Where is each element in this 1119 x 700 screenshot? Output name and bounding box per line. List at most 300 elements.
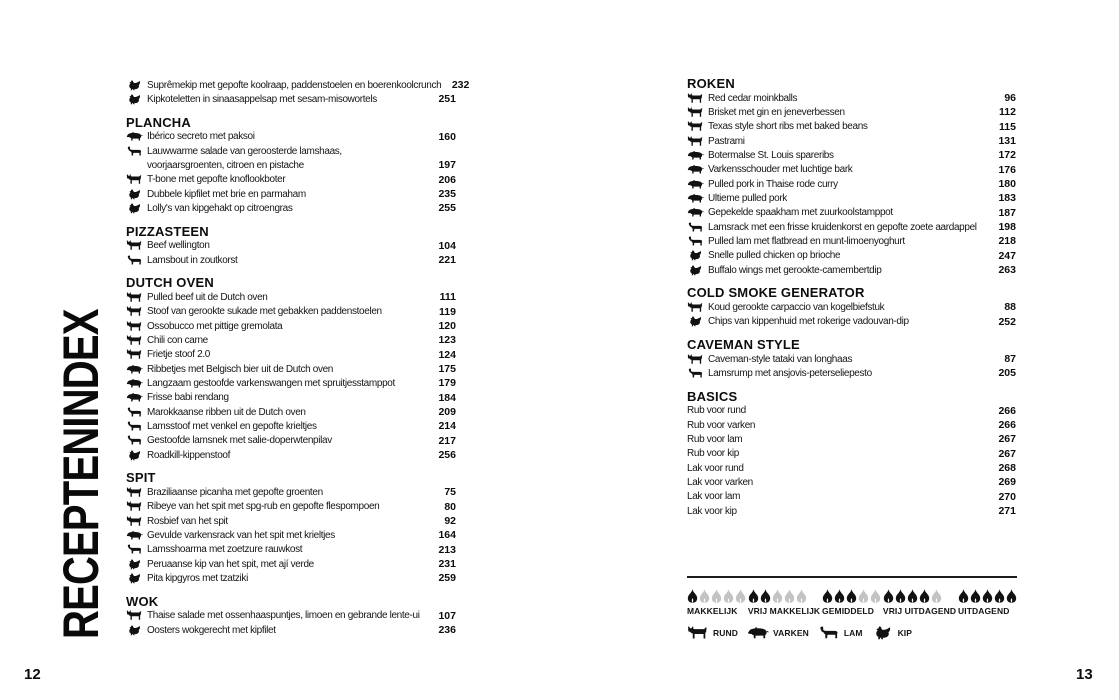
index-section (687, 76, 1016, 277)
section-header: WOK (126, 593, 159, 609)
recipe-title: Lamsrump met ansjovis-peterseliepesto (708, 367, 872, 379)
recipe-entry (126, 319, 456, 333)
kip-icon (687, 265, 704, 276)
recipe-page-number: 112 (999, 106, 1016, 119)
recipe-entry (126, 571, 456, 585)
rund-icon-cell (126, 516, 147, 527)
recipe-title: Lak voor rund (687, 462, 744, 474)
recipe-page-number: 217 (438, 434, 456, 447)
right-page-index-column (687, 76, 1016, 518)
kip-icon-cell (126, 559, 147, 570)
kip-icon (126, 189, 143, 200)
recipe-entry (126, 253, 456, 267)
recipe-page-number: 213 (438, 543, 456, 556)
lam-icon-cell (687, 222, 708, 233)
vertical-page-title (53, 298, 109, 639)
lam-icon-cell (126, 146, 147, 157)
lam-icon-cell (687, 368, 708, 379)
flame-scale (958, 589, 1017, 603)
difficulty-legend (687, 589, 1017, 616)
rund-icon (126, 306, 143, 317)
varken-icon (747, 626, 769, 640)
difficulty-level (822, 589, 881, 616)
recipe-page-number: 179 (438, 377, 456, 390)
recipe-title: Chili con carne (147, 334, 208, 346)
recipe-title: Lauwwarme salade van geroosterde lamshaas, (147, 145, 342, 157)
recipe-title: Frisse babi rendang (147, 392, 229, 404)
rund-icon (687, 121, 704, 132)
lam-icon (687, 236, 704, 247)
recipe-title: Langzaam gestoofde varkenswangen met spruitjesstamppot (147, 377, 395, 389)
page-number-right: 13 (1076, 666, 1093, 683)
varken-icon-cell (126, 131, 147, 142)
difficulty-label: UITDAGEND (958, 606, 1010, 616)
section-header: CAVEMAN STYLE (687, 336, 800, 352)
recipe-page-number: 218 (998, 235, 1016, 248)
difficulty-level (883, 589, 956, 616)
rund-icon (126, 174, 143, 185)
flame-scale (687, 589, 746, 603)
recipe-page-number: 104 (438, 239, 456, 252)
recipe-page-number: 187 (998, 206, 1016, 219)
flame-icon (1006, 589, 1017, 603)
rund-icon-cell (687, 136, 708, 147)
recipe-page-number: 231 (438, 558, 456, 571)
rund-icon-cell (126, 292, 147, 303)
rund-icon (687, 93, 704, 104)
varken-icon (126, 530, 143, 541)
recipe-title: Rub voor lam (687, 433, 743, 445)
animal-label: LAM (843, 628, 863, 638)
kip-icon-cell (126, 94, 147, 105)
index-section (126, 78, 470, 107)
recipe-page-number: 180 (998, 178, 1016, 191)
recipe-page-number: 115 (999, 120, 1016, 133)
recipe-page-number: 96 (1004, 92, 1016, 105)
recipe-page-number: 120 (438, 320, 456, 333)
recipe-page-number: 119 (439, 305, 456, 318)
section-header: BASICS (687, 388, 738, 404)
flame-icon (735, 589, 746, 603)
recipe-page-number: 107 (438, 609, 456, 622)
recipe-title: Ultieme pulled pork (708, 192, 787, 204)
recipe-title: Lolly's van kipgehakt op citroengras (147, 202, 293, 214)
section-header: COLD SMOKE GENERATOR (687, 285, 865, 301)
recipe-entry (687, 177, 1016, 191)
index-section (687, 389, 1016, 519)
recipe-entry (126, 543, 456, 557)
difficulty-label: MAKKELIJK (687, 606, 738, 616)
recipe-page-number: 75 (444, 486, 456, 499)
rund-icon-cell (126, 174, 147, 185)
rund-icon (687, 626, 709, 640)
varken-icon-cell (687, 207, 708, 218)
recipe-title: Texas style short ribs met baked beans (708, 121, 868, 133)
recipe-page-number: 183 (998, 192, 1016, 205)
recipe-title: Frietje stoof 2.0 (147, 349, 210, 361)
recipe-entry (126, 391, 456, 405)
kip-icon-cell (126, 203, 147, 214)
rund-icon-cell (126, 306, 147, 317)
varken-icon (126, 378, 143, 389)
recipe-title: Koud gerookte carpaccio van kogelbiefstuk (708, 301, 885, 313)
recipe-page-number: 111 (439, 291, 456, 304)
recipe-page-number: 172 (998, 149, 1016, 162)
kip-icon (126, 573, 143, 584)
rund-icon-cell (687, 302, 708, 313)
recipe-title: Gepekelde spaakham met zuurkoolstamppot (708, 207, 893, 219)
recipe-page-number: 256 (438, 449, 456, 462)
index-section (126, 224, 456, 268)
recipe-page-number: 123 (438, 334, 456, 347)
kip-icon-cell (687, 316, 708, 327)
recipe-entry (687, 263, 1016, 277)
varken-icon (126, 131, 143, 142)
recipe-title: Rosbief van het spit (147, 515, 228, 527)
recipe-entry (126, 434, 456, 448)
section-header: DUTCH OVEN (126, 275, 214, 291)
difficulty-level (748, 589, 820, 616)
rund-icon-cell (126, 501, 147, 512)
recipe-page-number: 221 (438, 254, 456, 267)
rund-icon-cell (687, 354, 708, 365)
varken-icon (687, 179, 704, 190)
recipe-page-number: 214 (438, 420, 456, 433)
lam-icon (818, 626, 840, 640)
recipe-page-number: 267 (998, 433, 1016, 446)
kip-icon (687, 316, 704, 327)
recipe-entry (126, 333, 456, 347)
varken-icon (687, 207, 704, 218)
recipe-title: Roadkill-kippenstoof (147, 449, 231, 461)
difficulty-label: VRIJ UITDAGEND (882, 606, 957, 616)
recipe-title: voorjaarsgroenten, citroen en pistache (147, 159, 304, 171)
lam-icon-cell (126, 421, 147, 432)
varken-icon-cell (687, 164, 708, 175)
recipe-entry (126, 130, 456, 144)
recipe-page-number: 236 (438, 624, 456, 636)
varken-icon (687, 164, 704, 175)
flame-icon (784, 589, 795, 603)
recipe-title: Lamsrack met een frisse kruidenkorst en gepofte zoete aardappel (708, 221, 977, 233)
recipe-title: Lak voor lam (687, 491, 741, 503)
recipe-entry (687, 148, 1016, 162)
recipe-title: Red cedar moinkballs (708, 92, 798, 104)
recipe-entry (126, 239, 456, 253)
flame-icon (919, 589, 930, 603)
rund-icon-cell (126, 321, 147, 332)
kip-icon-cell (126, 573, 147, 584)
lam-icon-cell (126, 544, 147, 555)
recipe-page-number: 251 (438, 93, 456, 106)
rund-icon-cell (687, 121, 708, 132)
varken-icon-cell (126, 392, 147, 403)
kip-icon (126, 80, 143, 91)
recipe-entry (687, 234, 1016, 248)
recipe-page-number: 164 (438, 529, 456, 542)
recipe-title: Buffalo wings met gerookte-camembertdip (708, 264, 882, 276)
rund-icon (126, 321, 143, 332)
flame-icon (958, 589, 969, 603)
rund-icon (687, 302, 704, 313)
lam-icon (126, 544, 143, 555)
recipe-entry (687, 134, 1016, 148)
rund-icon (126, 487, 143, 498)
kip-icon (126, 203, 143, 214)
lam-icon (126, 435, 143, 446)
legend-divider (687, 576, 1017, 578)
flame-icon (834, 589, 845, 603)
recipe-page-number: 175 (438, 363, 456, 376)
varken-icon-cell (687, 179, 708, 190)
index-section (687, 285, 1016, 329)
recipe-entry (687, 220, 1016, 234)
recipe-entry (687, 366, 1016, 380)
recipe-page-number: 255 (438, 202, 456, 215)
flame-icon (982, 589, 993, 603)
recipe-entry (687, 120, 1016, 134)
recipe-title: Gevulde varkensrack van het spit met krieltjes (147, 529, 335, 541)
kip-icon-cell (126, 450, 147, 461)
kip-icon-cell (687, 250, 708, 261)
recipe-entry-continued (126, 158, 456, 172)
recipe-page-number: 205 (998, 367, 1016, 380)
recipe-entry (687, 300, 1016, 314)
flame-scale (748, 589, 820, 603)
recipe-entry (126, 348, 456, 362)
recipe-title: Pita kipgyros met tzatziki (147, 572, 248, 584)
recipe-entry (126, 485, 456, 499)
recipe-title: Rub voor kip (687, 448, 739, 460)
flame-icon (711, 589, 722, 603)
recipe-title: Dubbele kipfilet met brie en parmaham (147, 188, 306, 200)
lam-icon-cell (126, 435, 147, 446)
rund-icon-cell (126, 487, 147, 498)
recipe-title: Lamsshoarma met zoetzure rauwkost (147, 544, 303, 556)
recipe-page-number: 197 (438, 159, 456, 172)
recipe-entry (126, 376, 456, 390)
recipe-page-number: 263 (998, 264, 1016, 277)
recipe-page-number: 124 (438, 348, 456, 361)
index-section (126, 115, 456, 216)
recipe-title: Snelle pulled chicken op brioche (708, 250, 841, 262)
kip-icon-cell (126, 80, 147, 91)
rund-icon (126, 516, 143, 527)
recipe-entry (126, 201, 456, 215)
recipe-entry (687, 432, 1016, 446)
rund-icon (687, 354, 704, 365)
recipe-entry (687, 504, 1016, 518)
rund-icon (126, 610, 143, 621)
recipe-entry (126, 187, 456, 201)
lam-icon (126, 407, 143, 418)
kip-icon (126, 559, 143, 570)
recipe-entry (126, 290, 456, 304)
recipe-entry (687, 105, 1016, 119)
recipe-title: Rub voor varken (687, 419, 756, 431)
recipe-title: Kipkoteletten in sinaasappelsap met sesam-misowortels (147, 93, 377, 105)
lam-icon (126, 255, 143, 266)
flame-icon (687, 589, 698, 603)
recipe-page-number: 88 (1004, 301, 1016, 314)
recipe-title: Oosters wokgerecht met kipfilet (147, 624, 276, 636)
kip-icon (126, 625, 143, 636)
recipe-entry (687, 191, 1016, 205)
animal-legend (687, 626, 1017, 640)
left-page-index-column (126, 78, 470, 637)
section-header: PIZZASTEEN (126, 223, 209, 239)
recipe-entry (687, 249, 1016, 263)
animal-legend-item (818, 626, 863, 640)
flame-icon (858, 589, 869, 603)
recipe-entry (126, 514, 456, 528)
recipe-entry (126, 557, 456, 571)
kip-icon-cell (687, 265, 708, 276)
flame-icon (699, 589, 710, 603)
index-section (687, 337, 1016, 381)
recipe-page-number: 235 (438, 188, 456, 201)
recipe-title: Pulled beef uit de Dutch oven (147, 291, 268, 303)
flame-scale (822, 589, 881, 603)
animal-label: KIP (897, 628, 913, 638)
index-section (126, 470, 456, 585)
recipe-entry (687, 352, 1016, 366)
flame-icon (994, 589, 1005, 603)
flame-icon (931, 589, 942, 603)
varken-icon-cell (126, 378, 147, 389)
rund-icon-cell (126, 335, 147, 346)
recipe-entry (687, 475, 1016, 489)
recipe-title: Chips van kippenhuid met rokerige vadouvan-dip (708, 316, 909, 328)
recipe-title: Suprêmekip met gepofte koolraap, paddenstoelen en boerenkoolcrunch (147, 79, 442, 91)
recipe-page-number: 87 (1004, 353, 1016, 366)
recipe-page-number: 209 (438, 406, 456, 419)
flame-icon (723, 589, 734, 603)
rund-icon (687, 107, 704, 118)
recipe-page-number: 247 (998, 249, 1016, 262)
flame-icon (822, 589, 833, 603)
recipe-title: Botermalse St. Louis spareribs (708, 149, 834, 161)
animal-legend-item (687, 626, 738, 640)
lam-icon-cell (687, 236, 708, 247)
index-section (126, 275, 456, 462)
index-section (126, 594, 456, 638)
section-header: SPIT (126, 470, 156, 486)
recipe-page-number: 160 (438, 130, 456, 143)
flame-icon (895, 589, 906, 603)
recipe-page-number: 270 (998, 490, 1016, 503)
recipe-page-number: 92 (444, 515, 456, 528)
section-header: PLANCHA (126, 114, 191, 130)
flame-icon (796, 589, 807, 603)
kip-icon (126, 450, 143, 461)
recipe-page-number: 266 (998, 419, 1016, 432)
rund-icon (126, 240, 143, 251)
difficulty-level (958, 589, 1017, 616)
varken-icon (687, 150, 704, 161)
recipe-title: Pulled pork in Thaise rode curry (708, 178, 838, 190)
flame-icon (970, 589, 981, 603)
page-number-left: 12 (24, 666, 41, 683)
recipe-title: Gestoofde lamsnek met salie-doperwtenpilav (147, 435, 332, 447)
kip-icon (126, 94, 143, 105)
recipe-title: Thaise salade met ossenhaaspuntjes, limoen en gebrande lente-ui (147, 610, 420, 622)
section-header: ROKEN (687, 76, 735, 91)
flame-icon (870, 589, 881, 603)
varken-icon-cell (687, 150, 708, 161)
recipe-page-number: 198 (998, 221, 1016, 234)
difficulty-level (687, 589, 746, 616)
flame-icon (760, 589, 771, 603)
recipe-page-number: 266 (998, 404, 1016, 417)
kip-icon-cell (126, 189, 147, 200)
lam-icon (687, 222, 704, 233)
recipe-entry (126, 362, 456, 376)
recipe-page-number: 80 (444, 500, 456, 513)
recipe-entry (687, 461, 1016, 475)
recipe-entry (687, 418, 1016, 432)
recipe-title: Caveman-style tataki van longhaas (708, 353, 853, 365)
legend (687, 576, 1017, 640)
rund-icon (126, 349, 143, 360)
lam-icon (126, 146, 143, 157)
recipe-entry (126, 78, 470, 92)
difficulty-label: VRIJ MAKKELIJK (747, 606, 821, 616)
recipe-title: Varkensschouder met luchtige bark (708, 164, 853, 176)
recipe-title: Ribeye van het spit met spg-rub en gepofte flespompoen (147, 501, 380, 513)
recipe-title: Stoof van gerookte sukade met gebakken paddenstoelen (147, 306, 382, 318)
recipe-page-number: 252 (998, 315, 1016, 328)
recipe-entry (126, 609, 456, 623)
recipe-entry (687, 91, 1016, 105)
rund-icon (687, 136, 704, 147)
animal-label: RUND (713, 628, 738, 638)
recipe-page-number: 232 (451, 79, 470, 92)
recipe-title: Lamsstoof met venkel en gepofte krieltjes (147, 420, 317, 432)
recipe-page-number: 268 (998, 462, 1016, 475)
kip-icon-cell (126, 625, 147, 636)
flame-icon (748, 589, 759, 603)
recipe-page-number: 259 (438, 572, 456, 585)
recipe-title: Lamsbout in zoutkorst (147, 254, 238, 266)
recipe-page-number: 184 (438, 391, 456, 404)
recipe-title: Marokkaanse ribben uit de Dutch oven (147, 406, 306, 418)
rund-icon-cell (126, 349, 147, 360)
rund-icon (126, 292, 143, 303)
flame-icon (846, 589, 857, 603)
recipe-title: Ibérico secreto met paksoi (147, 131, 255, 143)
recipe-title: Peruaanse kip van het spit, met ají verde (147, 558, 314, 570)
recipe-title: Brisket met gin en jeneverbessen (708, 106, 845, 118)
rund-icon (126, 501, 143, 512)
recipe-entry (126, 173, 456, 187)
rund-icon (126, 335, 143, 346)
kip-icon (687, 250, 704, 261)
varken-icon-cell (126, 530, 147, 541)
flame-icon (907, 589, 918, 603)
recipe-page-number: 269 (998, 476, 1016, 489)
recipe-entry (687, 404, 1016, 418)
flame-icon (772, 589, 783, 603)
animal-legend-item (872, 626, 912, 640)
recipe-title: Pastrami (708, 135, 745, 147)
animal-legend-item (747, 626, 809, 640)
recipe-entry (126, 500, 456, 514)
animal-label: VARKEN (772, 628, 809, 638)
difficulty-label: GEMIDDELD (822, 606, 874, 616)
recipe-entry (687, 163, 1016, 177)
varken-icon (126, 364, 143, 375)
